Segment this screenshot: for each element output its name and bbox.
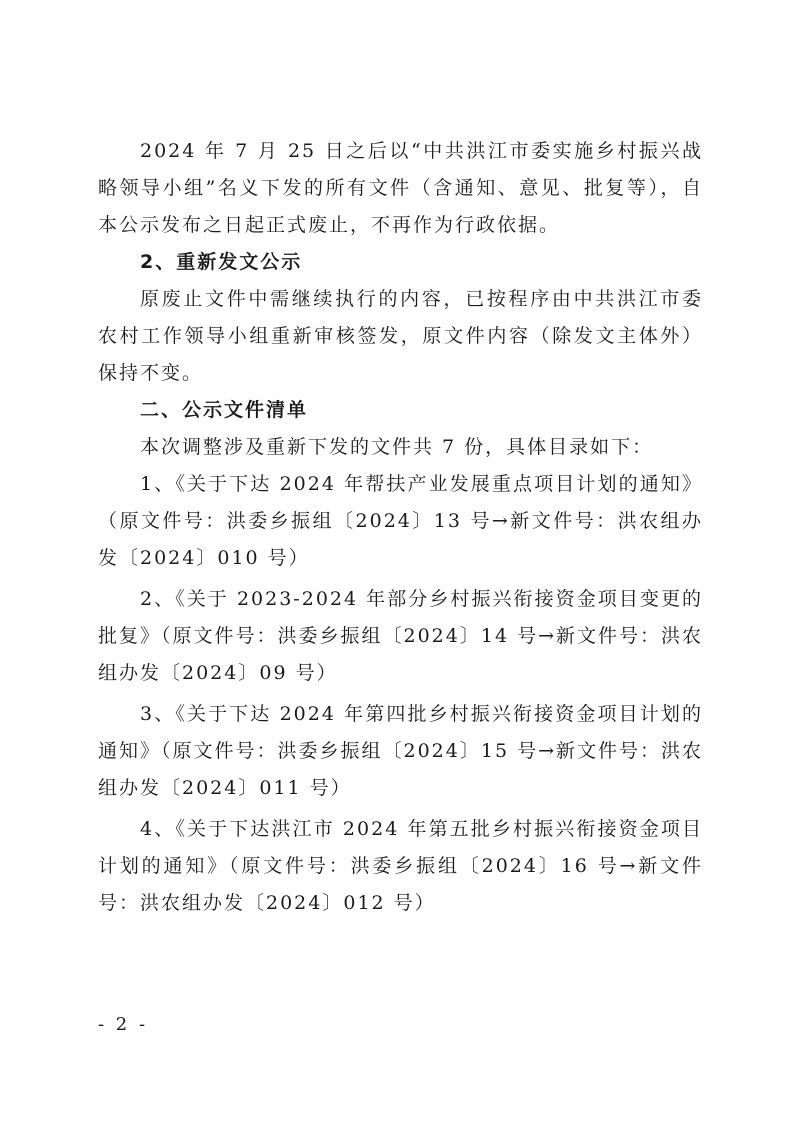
- file-list-intro: 本次调整涉及重新下发的文件共 7 份，具体目录如下：: [140, 436, 654, 458]
- page-number: - 2 -: [98, 1014, 149, 1035]
- intro-paragraph: 2024 年 7 月 25 日之后以“中共洪江市委实施乡村振兴战略领导小组”名义下发的所有文件（含通知、意见、批复等），自本公示发布之日起正式废止，不再作为行政依据。: [98, 140, 703, 236]
- section-2-heading: 2、重新发文公示: [140, 251, 303, 273]
- list-item: 2、《关于 2023-2024 年部分乡村振兴衔接资金项目变更的批复》（原文件号：洪委乡振组〔2024〕14 号→新文件号：洪农组办发〔2024〕09 号）: [98, 588, 703, 684]
- list-item: 1、《关于下达 2024 年帮扶产业发展重点项目计划的通知》（原文件号：洪委乡振组〔2024〕13 号→新文件号：洪农组办发〔2024〕010 号）: [98, 473, 703, 569]
- list-item: 4、《关于下达洪江市 2024 年第五批乡村振兴衔接资金项目计划的通知》（原文件号：洪委乡振组〔2024〕16 号→新文件号：洪农组办发〔2024〕012 号）: [98, 818, 703, 914]
- list-item: 3、《关于下达 2024 年第四批乡村振兴衔接资金项目计划的通知》（原文件号：洪委乡振组〔2024〕15 号→新文件号：洪农组办发〔2024〕011 号）: [98, 703, 703, 799]
- file-list-heading: 二、公示文件清单: [140, 399, 309, 421]
- section-2-body: 原废止文件中需继续执行的内容，已按程序由中共洪江市委农村工作领导小组重新审核签发，原文件内容（除发文主体外）保持不变。: [98, 288, 703, 384]
